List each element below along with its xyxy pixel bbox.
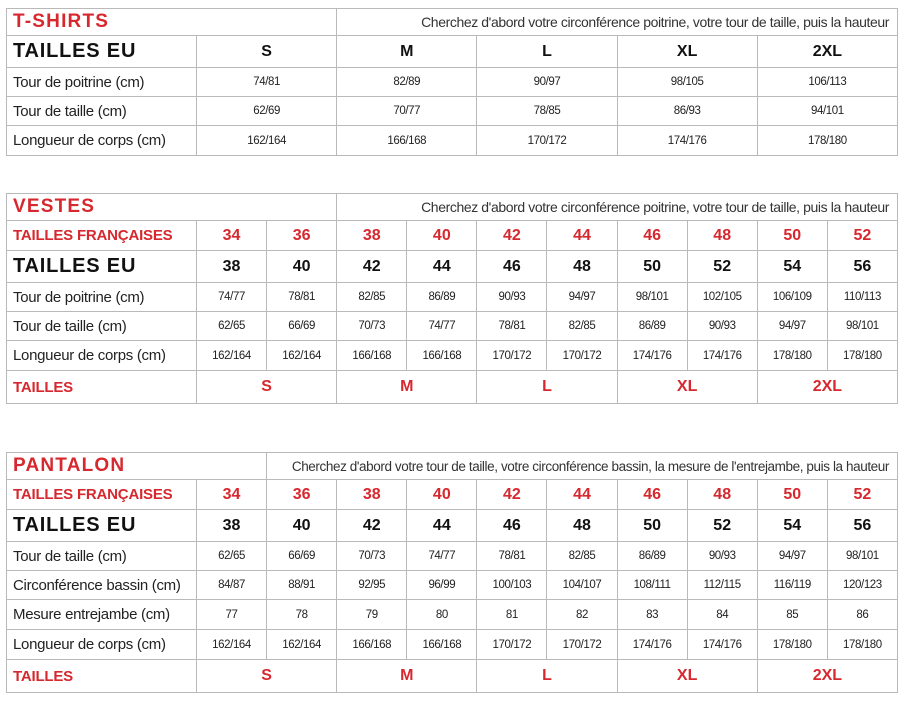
table-row xyxy=(7,600,898,630)
cell-value: 85 xyxy=(757,600,827,630)
cell-value: 106/113 xyxy=(757,68,897,97)
cell-value: 166/168 xyxy=(407,630,477,660)
fr-size: 50 xyxy=(757,480,827,510)
pantalon-title-spacer xyxy=(197,453,267,480)
cell-value: 162/164 xyxy=(197,341,267,371)
cell-value: 166/168 xyxy=(337,630,407,660)
fr-size: 42 xyxy=(477,221,547,251)
cell-value: 86/89 xyxy=(407,283,477,312)
cell-value: 162/164 xyxy=(197,126,337,156)
tshirts-eu-row xyxy=(7,36,898,68)
cell-value: 96/99 xyxy=(407,571,477,600)
tshirts-section xyxy=(6,8,898,156)
cell-value: 174/176 xyxy=(617,126,757,156)
fr-size: 52 xyxy=(827,221,897,251)
fr-size: 46 xyxy=(617,480,687,510)
table-row xyxy=(7,542,898,571)
cell-value: 98/101 xyxy=(827,312,897,341)
cell-value: 84 xyxy=(687,600,757,630)
cell-value: 74/77 xyxy=(197,283,267,312)
vestes-tailles-label: TAILLES xyxy=(7,371,197,404)
cell-value: 110/113 xyxy=(827,283,897,312)
row-label: Longueur de corps (cm) xyxy=(7,126,197,156)
cell-value: 178/180 xyxy=(757,630,827,660)
tshirts-size: 2XL xyxy=(757,36,897,68)
cell-value: 62/69 xyxy=(197,97,337,126)
cell-value: 62/65 xyxy=(197,542,267,571)
pantalon-section xyxy=(6,452,898,693)
cell-value: 106/109 xyxy=(757,283,827,312)
cell-value: 84/87 xyxy=(197,571,267,600)
tshirts-hint: Cherchez d'abord votre circonférence poitrine, votre tour de taille, puis la hauteur xyxy=(337,9,898,36)
cell-value: 90/97 xyxy=(477,68,617,97)
table-row xyxy=(7,126,898,156)
table-row xyxy=(7,341,898,371)
cell-value: 112/115 xyxy=(687,571,757,600)
fr-size: 34 xyxy=(197,480,267,510)
fr-size: 36 xyxy=(267,221,337,251)
row-label: Mesure entrejambe (cm) xyxy=(7,600,197,630)
eu-size: 48 xyxy=(547,251,617,283)
cell-value: 74/77 xyxy=(407,542,477,571)
eu-size: 38 xyxy=(197,510,267,542)
cell-value: 66/69 xyxy=(267,312,337,341)
cell-value: 174/176 xyxy=(687,630,757,660)
vestes-tailles-row xyxy=(7,371,898,404)
cell-value: 166/168 xyxy=(337,341,407,371)
cell-value: 178/180 xyxy=(827,341,897,371)
cell-value: 86 xyxy=(827,600,897,630)
pantalon-table xyxy=(6,452,898,693)
cell-value: 166/168 xyxy=(337,126,477,156)
fr-size: 38 xyxy=(337,480,407,510)
cell-value: 86/89 xyxy=(617,542,687,571)
eu-size: 50 xyxy=(617,510,687,542)
cell-value: 178/180 xyxy=(757,341,827,371)
vestes-hint: Cherchez d'abord votre circonférence poitrine, votre tour de taille, puis la hauteur xyxy=(337,194,898,221)
cell-value: 94/97 xyxy=(757,542,827,571)
eu-size: 48 xyxy=(547,510,617,542)
cell-value: 98/101 xyxy=(617,283,687,312)
cell-value: 170/172 xyxy=(547,341,617,371)
cell-value: 94/97 xyxy=(547,283,617,312)
cell-value: 79 xyxy=(337,600,407,630)
vestes-title: VESTES xyxy=(7,194,337,221)
cell-value: 78/81 xyxy=(477,542,547,571)
eu-size: 38 xyxy=(197,251,267,283)
cell-value: 82/85 xyxy=(337,283,407,312)
cell-value: 86/89 xyxy=(617,312,687,341)
vestes-fr-label: TAILLES FRANÇAISES xyxy=(7,221,197,251)
tailles-letter: M xyxy=(337,371,477,404)
fr-size: 48 xyxy=(687,480,757,510)
tailles-letter: M xyxy=(337,660,477,693)
row-label: Tour de taille (cm) xyxy=(7,97,197,126)
cell-value: 162/164 xyxy=(197,630,267,660)
cell-value: 81 xyxy=(477,600,547,630)
tshirts-eu-label: TAILLES EU xyxy=(7,36,197,68)
pantalon-eu-row xyxy=(7,510,898,542)
eu-size: 46 xyxy=(477,510,547,542)
fr-size: 40 xyxy=(407,221,477,251)
eu-size: 52 xyxy=(687,510,757,542)
eu-size: 44 xyxy=(407,510,477,542)
cell-value: 82/85 xyxy=(547,312,617,341)
row-label: Longueur de corps (cm) xyxy=(7,341,197,371)
cell-value: 86/93 xyxy=(617,97,757,126)
cell-value: 170/172 xyxy=(477,126,617,156)
cell-value: 174/176 xyxy=(687,341,757,371)
cell-value: 80 xyxy=(407,600,477,630)
tailles-letter: XL xyxy=(617,660,757,693)
cell-value: 92/95 xyxy=(337,571,407,600)
cell-value: 174/176 xyxy=(617,630,687,660)
pantalon-tailles-label: TAILLES xyxy=(7,660,197,693)
fr-size: 44 xyxy=(547,480,617,510)
fr-size: 36 xyxy=(267,480,337,510)
cell-value: 94/101 xyxy=(757,97,897,126)
tailles-letter: L xyxy=(477,371,617,404)
tshirts-size: S xyxy=(197,36,337,68)
fr-size: 34 xyxy=(197,221,267,251)
table-row xyxy=(7,312,898,341)
cell-value: 78/81 xyxy=(267,283,337,312)
tailles-letter: S xyxy=(197,660,337,693)
cell-value: 178/180 xyxy=(757,126,897,156)
eu-size: 40 xyxy=(267,251,337,283)
cell-value: 120/123 xyxy=(827,571,897,600)
cell-value: 82 xyxy=(547,600,617,630)
eu-size: 54 xyxy=(757,510,827,542)
pantalon-hint: Cherchez d'abord votre tour de taille, votre circonférence bassin, la mesure de l'entrejambe, puis la hauteur xyxy=(267,453,898,480)
tailles-letter: L xyxy=(477,660,617,693)
tshirts-size: XL xyxy=(617,36,757,68)
vestes-section xyxy=(6,193,898,404)
eu-size: 40 xyxy=(267,510,337,542)
pantalon-title: PANTALON xyxy=(7,453,197,480)
tailles-letter: 2XL xyxy=(757,660,897,693)
cell-value: 100/103 xyxy=(477,571,547,600)
eu-size: 44 xyxy=(407,251,477,283)
cell-value: 82/85 xyxy=(547,542,617,571)
tailles-letter: S xyxy=(197,371,337,404)
eu-size: 56 xyxy=(827,251,897,283)
cell-value: 108/111 xyxy=(617,571,687,600)
cell-value: 70/77 xyxy=(337,97,477,126)
fr-size: 38 xyxy=(337,221,407,251)
fr-size: 44 xyxy=(547,221,617,251)
cell-value: 74/81 xyxy=(197,68,337,97)
cell-value: 74/77 xyxy=(407,312,477,341)
cell-value: 98/101 xyxy=(827,542,897,571)
eu-size: 56 xyxy=(827,510,897,542)
cell-value: 78 xyxy=(267,600,337,630)
row-label: Tour de taille (cm) xyxy=(7,542,197,571)
row-label: Tour de taille (cm) xyxy=(7,312,197,341)
tshirts-table xyxy=(6,8,898,156)
cell-value: 62/65 xyxy=(197,312,267,341)
vestes-fr-row xyxy=(7,221,898,251)
cell-value: 77 xyxy=(197,600,267,630)
cell-value: 162/164 xyxy=(267,341,337,371)
cell-value: 66/69 xyxy=(267,542,337,571)
cell-value: 162/164 xyxy=(267,630,337,660)
cell-value: 116/119 xyxy=(757,571,827,600)
table-row xyxy=(7,68,898,97)
table-row xyxy=(7,630,898,660)
fr-size: 42 xyxy=(477,480,547,510)
cell-value: 170/172 xyxy=(477,341,547,371)
pantalon-fr-label: TAILLES FRANÇAISES xyxy=(7,480,197,510)
fr-size: 40 xyxy=(407,480,477,510)
eu-size: 46 xyxy=(477,251,547,283)
eu-size: 52 xyxy=(687,251,757,283)
cell-value: 170/172 xyxy=(477,630,547,660)
cell-value: 90/93 xyxy=(687,542,757,571)
vestes-eu-row xyxy=(7,251,898,283)
eu-size: 50 xyxy=(617,251,687,283)
cell-value: 104/107 xyxy=(547,571,617,600)
eu-size: 42 xyxy=(337,510,407,542)
cell-value: 83 xyxy=(617,600,687,630)
cell-value: 174/176 xyxy=(617,341,687,371)
eu-size: 54 xyxy=(757,251,827,283)
cell-value: 94/97 xyxy=(757,312,827,341)
fr-size: 46 xyxy=(617,221,687,251)
fr-size: 50 xyxy=(757,221,827,251)
tailles-letter: XL xyxy=(617,371,757,404)
cell-value: 166/168 xyxy=(407,341,477,371)
row-label: Tour de poitrine (cm) xyxy=(7,68,197,97)
cell-value: 78/85 xyxy=(477,97,617,126)
vestes-eu-label: TAILLES EU xyxy=(7,251,197,283)
tshirts-size: L xyxy=(477,36,617,68)
cell-value: 90/93 xyxy=(477,283,547,312)
pantalon-tailles-row xyxy=(7,660,898,693)
tshirts-title: T-SHIRTS xyxy=(7,9,337,36)
cell-value: 78/81 xyxy=(477,312,547,341)
eu-size: 42 xyxy=(337,251,407,283)
tshirts-size: M xyxy=(337,36,477,68)
fr-size: 48 xyxy=(687,221,757,251)
tailles-letter: 2XL xyxy=(757,371,897,404)
row-label: Tour de poitrine (cm) xyxy=(7,283,197,312)
cell-value: 88/91 xyxy=(267,571,337,600)
cell-value: 178/180 xyxy=(827,630,897,660)
table-row xyxy=(7,571,898,600)
cell-value: 98/105 xyxy=(617,68,757,97)
pantalon-fr-row xyxy=(7,480,898,510)
fr-size: 52 xyxy=(827,480,897,510)
table-row xyxy=(7,283,898,312)
cell-value: 82/89 xyxy=(337,68,477,97)
cell-value: 102/105 xyxy=(687,283,757,312)
pantalon-eu-label: TAILLES EU xyxy=(7,510,197,542)
table-row xyxy=(7,97,898,126)
vestes-table xyxy=(6,193,898,404)
row-label: Circonférence bassin (cm) xyxy=(7,571,197,600)
cell-value: 170/172 xyxy=(547,630,617,660)
cell-value: 70/73 xyxy=(337,542,407,571)
row-label: Longueur de corps (cm) xyxy=(7,630,197,660)
cell-value: 70/73 xyxy=(337,312,407,341)
cell-value: 90/93 xyxy=(687,312,757,341)
